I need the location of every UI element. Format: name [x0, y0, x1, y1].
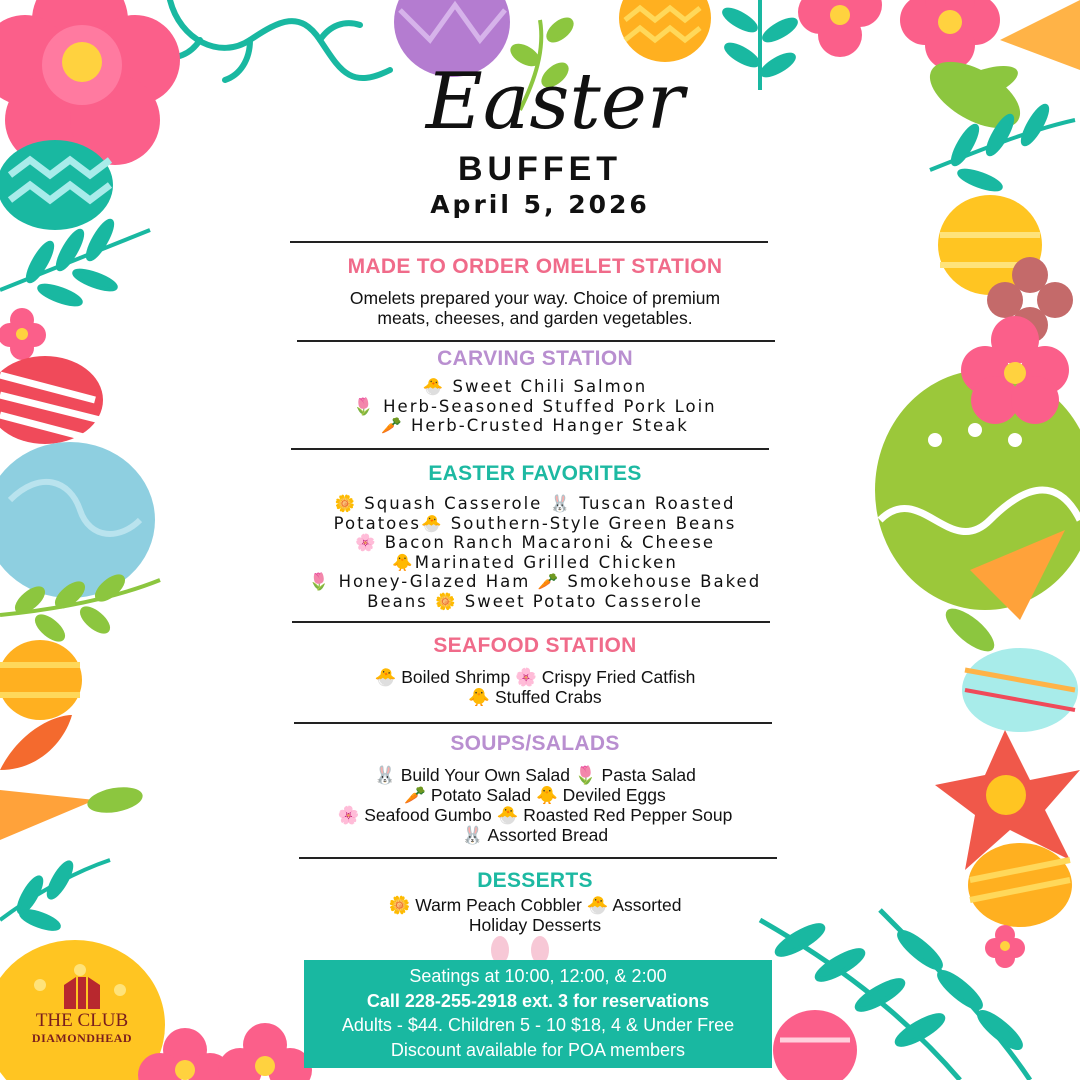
- menu-line: 🌷 Herb-Seasoned Stuffed Pork Loin: [353, 396, 717, 416]
- section-body-carving: [290, 377, 780, 436]
- pink-flower-top-left: [0, 0, 180, 165]
- orange-egg-right: [968, 843, 1072, 927]
- section-heading-favorites: EASTER FAVORITES: [428, 462, 642, 485]
- menu-line: 🐰 Build Your Own Salad 🌷 Pasta Salad: [374, 765, 696, 785]
- menu-line: 🌼 Squash Casserole 🐰 Tuscan Roasted: [334, 494, 736, 513]
- carrot-left: [0, 783, 145, 840]
- blue-egg-left: [0, 442, 155, 598]
- section-body-desserts: [290, 895, 780, 935]
- orange-leaf-left: [0, 715, 72, 770]
- menu-line: 🌸 Bacon Ranch Macaroni & Cheese: [354, 533, 715, 552]
- pink-egg-bottom: [773, 1010, 857, 1080]
- pastel-egg-right: [962, 648, 1078, 732]
- reservation-phone-text: Call 228-255-2918 ext. 3 for reservations: [366, 990, 710, 1011]
- menu-line: Holiday Desserts: [468, 915, 602, 935]
- section-heading-carving: CARVING STATION: [437, 347, 633, 370]
- divider: [294, 722, 772, 724]
- menu-line: 🐥 Stuffed Crabs: [468, 687, 602, 707]
- menu-line: 🌼 Warm Peach Cobbler 🐣 Assorted: [388, 895, 682, 915]
- seatings-text: Seatings at 10:00, 12:00, & 2:00: [409, 966, 667, 986]
- section-body-soups-salads: [290, 765, 780, 845]
- buffet-heading: BUFFET: [457, 150, 623, 188]
- club-logo-name: THE CLUB: [35, 1010, 129, 1031]
- menu-line: 🐰 Assorted Bread: [461, 825, 609, 845]
- section-heading-seafood: SEAFOOD STATION: [433, 634, 637, 657]
- easter-script-title: [425, 48, 685, 158]
- menu-line: 🥕 Herb-Crusted Hanger Steak: [381, 416, 689, 435]
- teal-fern-left: [0, 218, 150, 308]
- divider: [297, 340, 775, 342]
- menu-line: 🐣 Sweet Chili Salmon: [422, 377, 648, 396]
- menu-line: 🌷 Honey-Glazed Ham 🥕 Smokehouse Baked: [308, 572, 762, 591]
- menu-line: meats, cheeses, and garden vegetables.: [377, 308, 693, 328]
- orange-egg-left: [0, 640, 82, 720]
- club-logo-subname: DIAMONDHEAD: [31, 1031, 133, 1045]
- menu-line: 🌸 Seafood Gumbo 🐣 Roasted Red Pepper Soup: [337, 805, 733, 825]
- section-heading-desserts: DESSERTS: [477, 869, 593, 892]
- menu-line: Potatoes🐣 Southern-Style Green Beans: [333, 513, 737, 533]
- divider: [290, 241, 768, 243]
- menu-line: 🥕 Potato Salad 🐥 Deviled Eggs: [404, 785, 666, 805]
- divider: [292, 621, 770, 623]
- section-body-favorites: [290, 494, 780, 611]
- pink-flower-top-right: [900, 0, 1000, 70]
- small-pink-flower-bottom-right: [985, 925, 1025, 968]
- reservation-info-box: [304, 960, 772, 1068]
- section-body-omelet: [290, 288, 780, 328]
- teal-fern-lower-left: [0, 860, 110, 933]
- event-date: April 5, 2026: [430, 190, 650, 219]
- menu-line: 🐣 Boiled Shrimp 🌸 Crispy Fried Catfish: [374, 667, 696, 687]
- section-heading-omelet: MADE TO ORDER OMELET STATION: [347, 255, 723, 278]
- pricing-text: Adults - $44. Children 5 - 10 $18, 4 & Under Free: [341, 1015, 735, 1035]
- teal-vine-top-left: [165, 0, 390, 80]
- divider: [291, 448, 769, 450]
- section-heading-soups-salads: SOUPS/SALADS: [450, 732, 620, 755]
- teal-leaves-top: [721, 0, 798, 90]
- discount-text: Discount available for POA members: [390, 1039, 686, 1060]
- small-pink-flower-left: [0, 308, 46, 360]
- section-body-seafood: [290, 667, 780, 707]
- red-striped-egg-left: [0, 356, 103, 444]
- divider: [299, 857, 777, 859]
- pink-flower-right: [961, 316, 1069, 424]
- club-logo: [22, 975, 142, 1065]
- teal-egg-left: [0, 140, 113, 230]
- pink-flower-top: [798, 0, 882, 57]
- club-logo-icon: [60, 975, 104, 1009]
- menu-line: Beans 🌼 Sweet Potato Casserole: [367, 591, 703, 611]
- svg-text:Easter: Easter: [425, 57, 685, 147]
- menu-line: 🐥Marinated Grilled Chicken: [392, 552, 678, 572]
- menu-line: Omelets prepared your way. Choice of premium: [349, 288, 721, 308]
